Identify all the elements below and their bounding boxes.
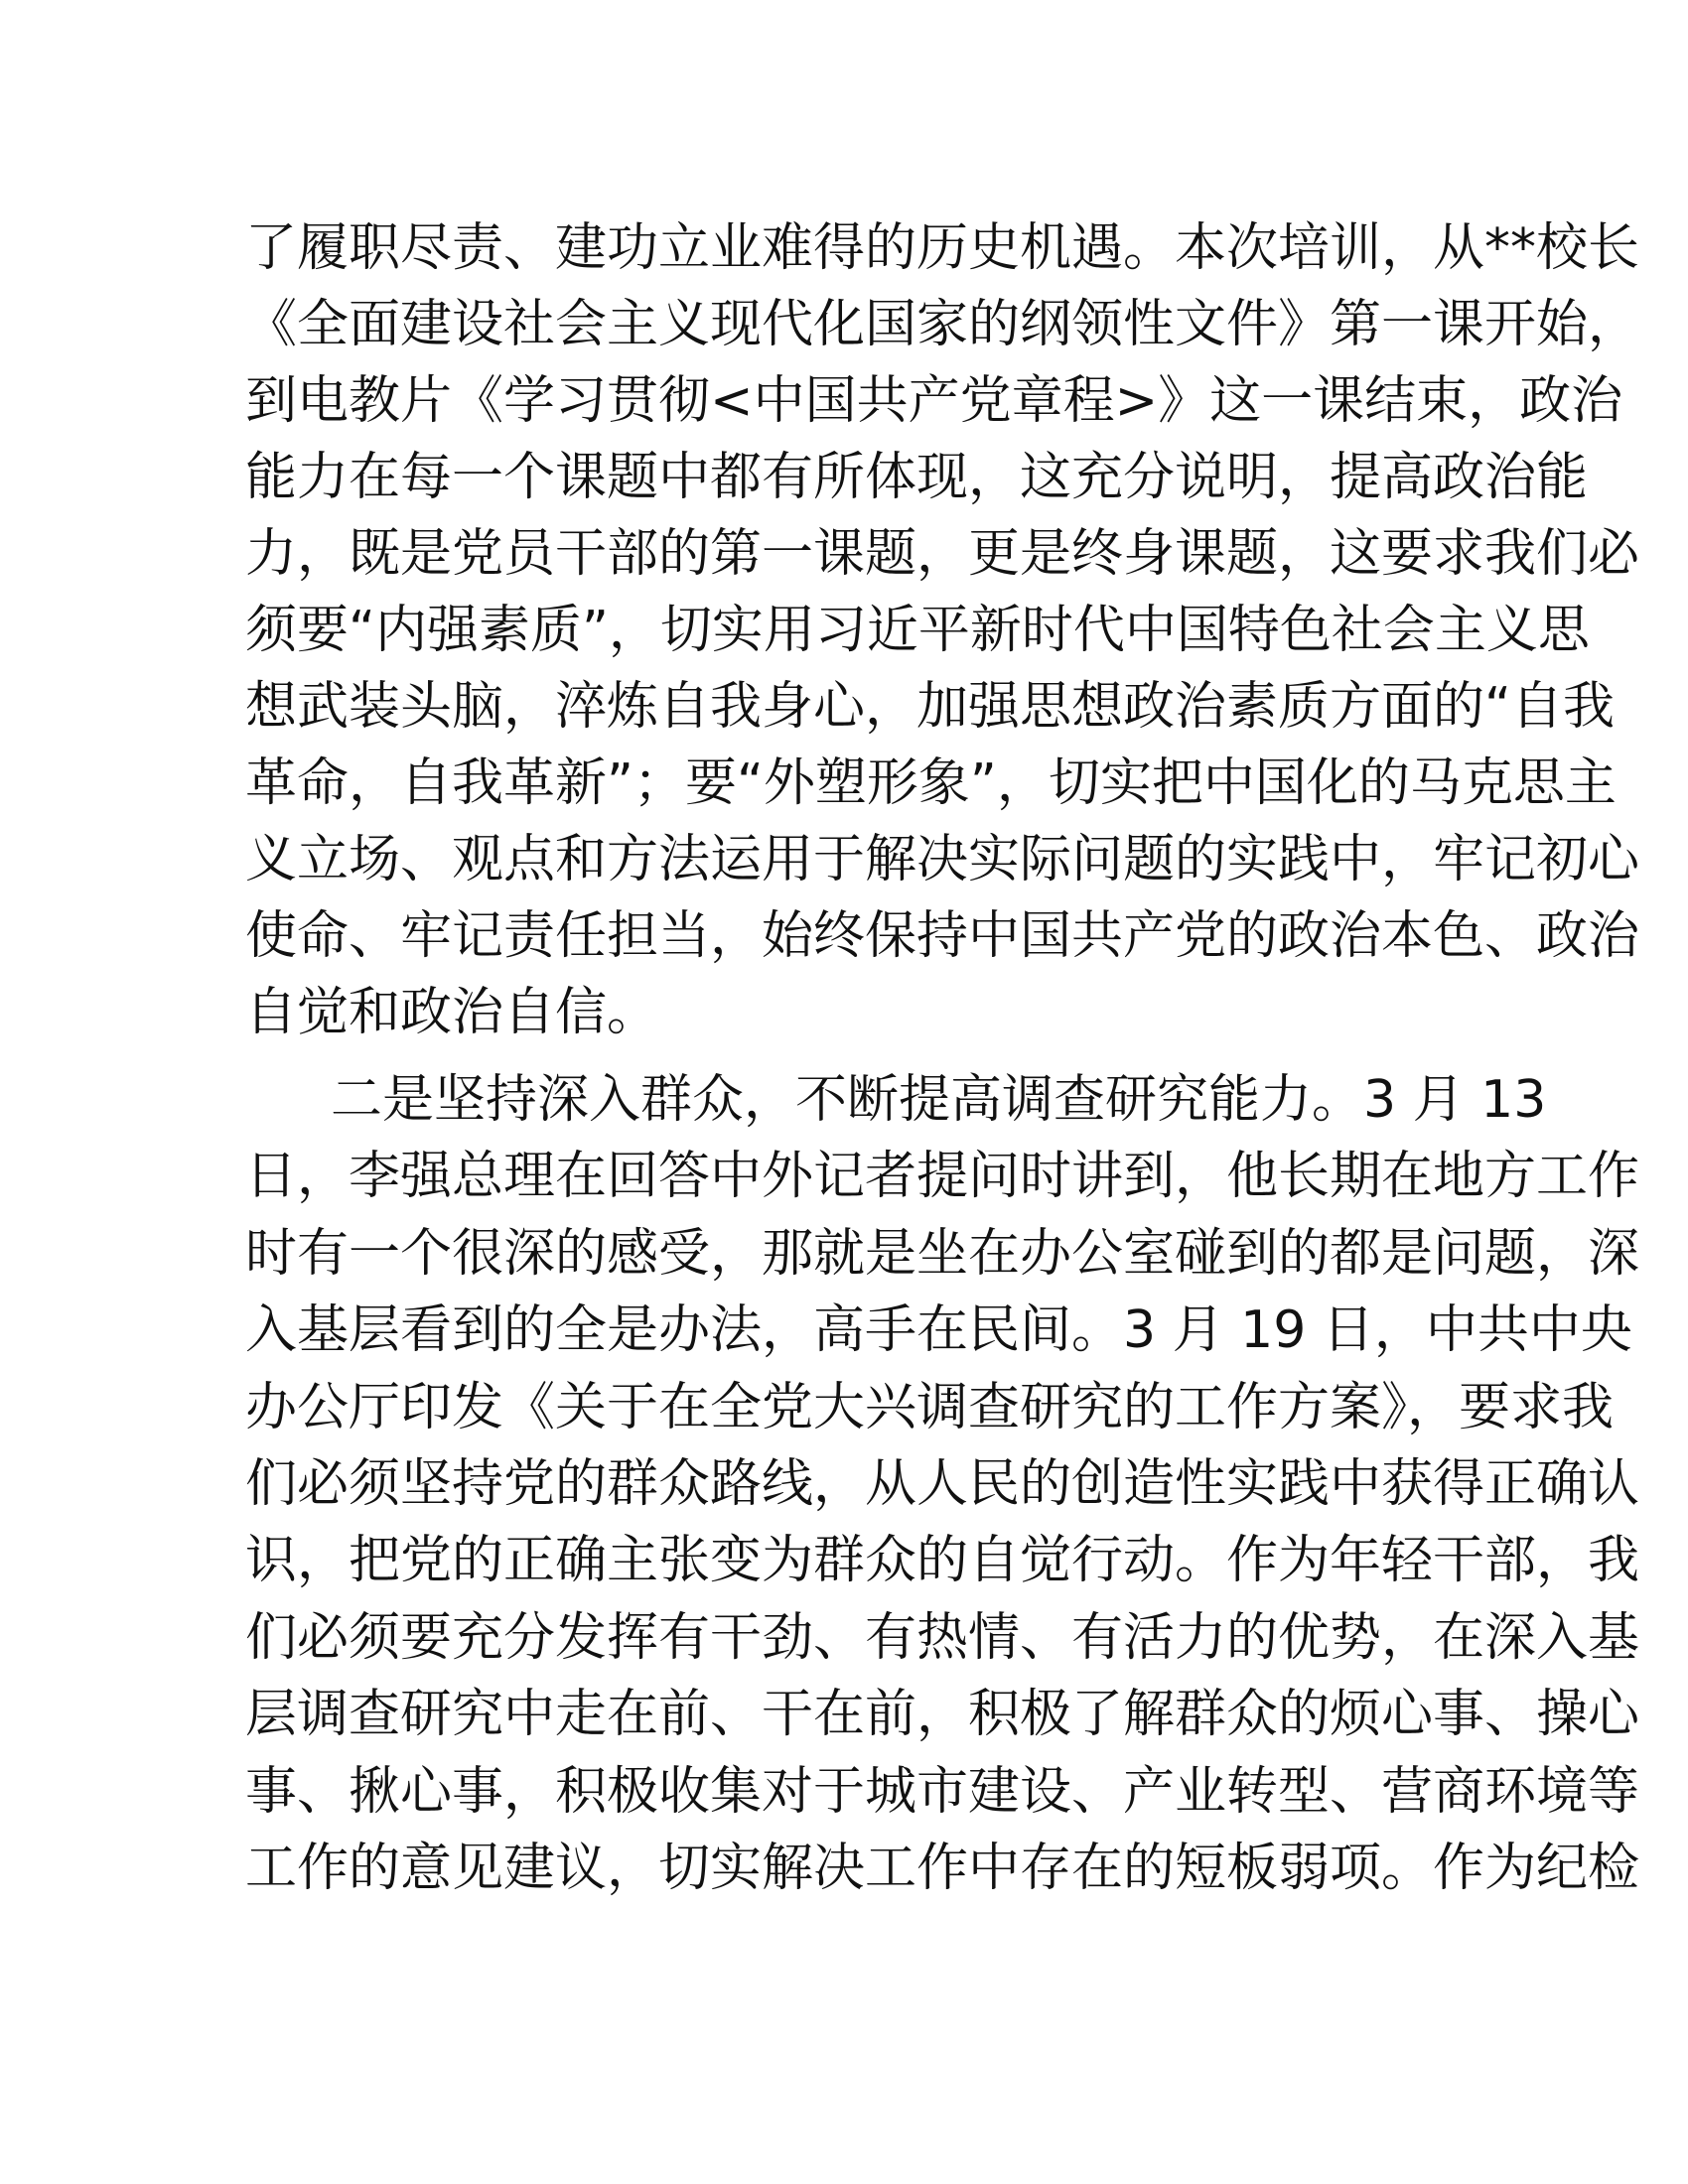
paragraph-1-line: 使命、牢记责任担当，始终保持中国共产党的政治本色、政治 xyxy=(245,906,1640,966)
paragraph-1-line: 力，既是党员干部的第一课题，更是终身课题，这要求我们必 xyxy=(245,524,1640,584)
paragraph-1-line: 革命，自我革新”；要“外塑形象”，切实把中国化的马克思主 xyxy=(245,753,1617,813)
paragraph-1-line: 须要“内强素质”，切实用习近平新时代中国特色社会主义思 xyxy=(245,601,1590,660)
paragraph-1-line: 义立场、观点和方法运用于解决实际问题的实践中，牢记初心 xyxy=(245,830,1640,889)
paragraph-1-line: 想武装头脑，淬炼自我身心，加强思想政治素质方面的“自我 xyxy=(245,677,1615,737)
paragraph-2-line: 入基层看到的全是办法，高手在民间。3 月 19 日，中共中央 xyxy=(245,1300,1632,1361)
paragraph-2-line: 事、揪心事，积极收集对于城市建设、产业转型、营商环境等 xyxy=(245,1761,1640,1822)
paragraph-2-line: 二是坚持深入群众，不断提高调查研究能力。3 月 13 xyxy=(331,1070,1547,1130)
paragraph-1-line: 了履职尽责、建功立业难得的历史机遇。本次培训，从**校长 xyxy=(245,218,1640,278)
paragraph-1-line: 《全面建设社会主义现代化国家的纲领性文件》第一课开始， xyxy=(245,295,1640,354)
paragraph-2-line: 工作的意见建议，切实解决工作中存在的短板弱项。作为纪检 xyxy=(245,1839,1640,1898)
paragraph-2-line: 们必须坚持党的群众路线，从人民的创造性实践中获得正确认 xyxy=(245,1454,1640,1514)
paragraph-1-line: 能力在每一个课题中都有所体现，这充分说明，提高政治能 xyxy=(245,448,1589,507)
paragraph-2-line: 时有一个很深的感受，那就是坐在办公室碰到的都是问题，深 xyxy=(245,1223,1640,1284)
paragraph-2-line: 们必须要充分发挥有干劲、有热情、有活力的优势，在深入基 xyxy=(245,1607,1640,1668)
paragraph-2-line: 层调查研究中走在前、干在前，积极了解群众的烦心事、操心 xyxy=(245,1685,1640,1745)
paragraph-2-line: 识，把党的正确主张变为群众的自觉行动。作为年轻干部，我 xyxy=(245,1531,1640,1591)
paragraph-1-line: 到电教片《学习贯彻<中国共产党章程>》这一课结束，政治 xyxy=(245,371,1623,431)
paragraph-1-line: 自觉和政治自信。 xyxy=(245,983,659,1042)
paragraph-2-line: 办公厅印发《关于在全党大兴调查研究的工作方案》，要求我 xyxy=(245,1377,1615,1437)
paragraph-2-line: 日，李强总理在回答中外记者提问时讲到，他长期在地方工作 xyxy=(245,1147,1640,1207)
